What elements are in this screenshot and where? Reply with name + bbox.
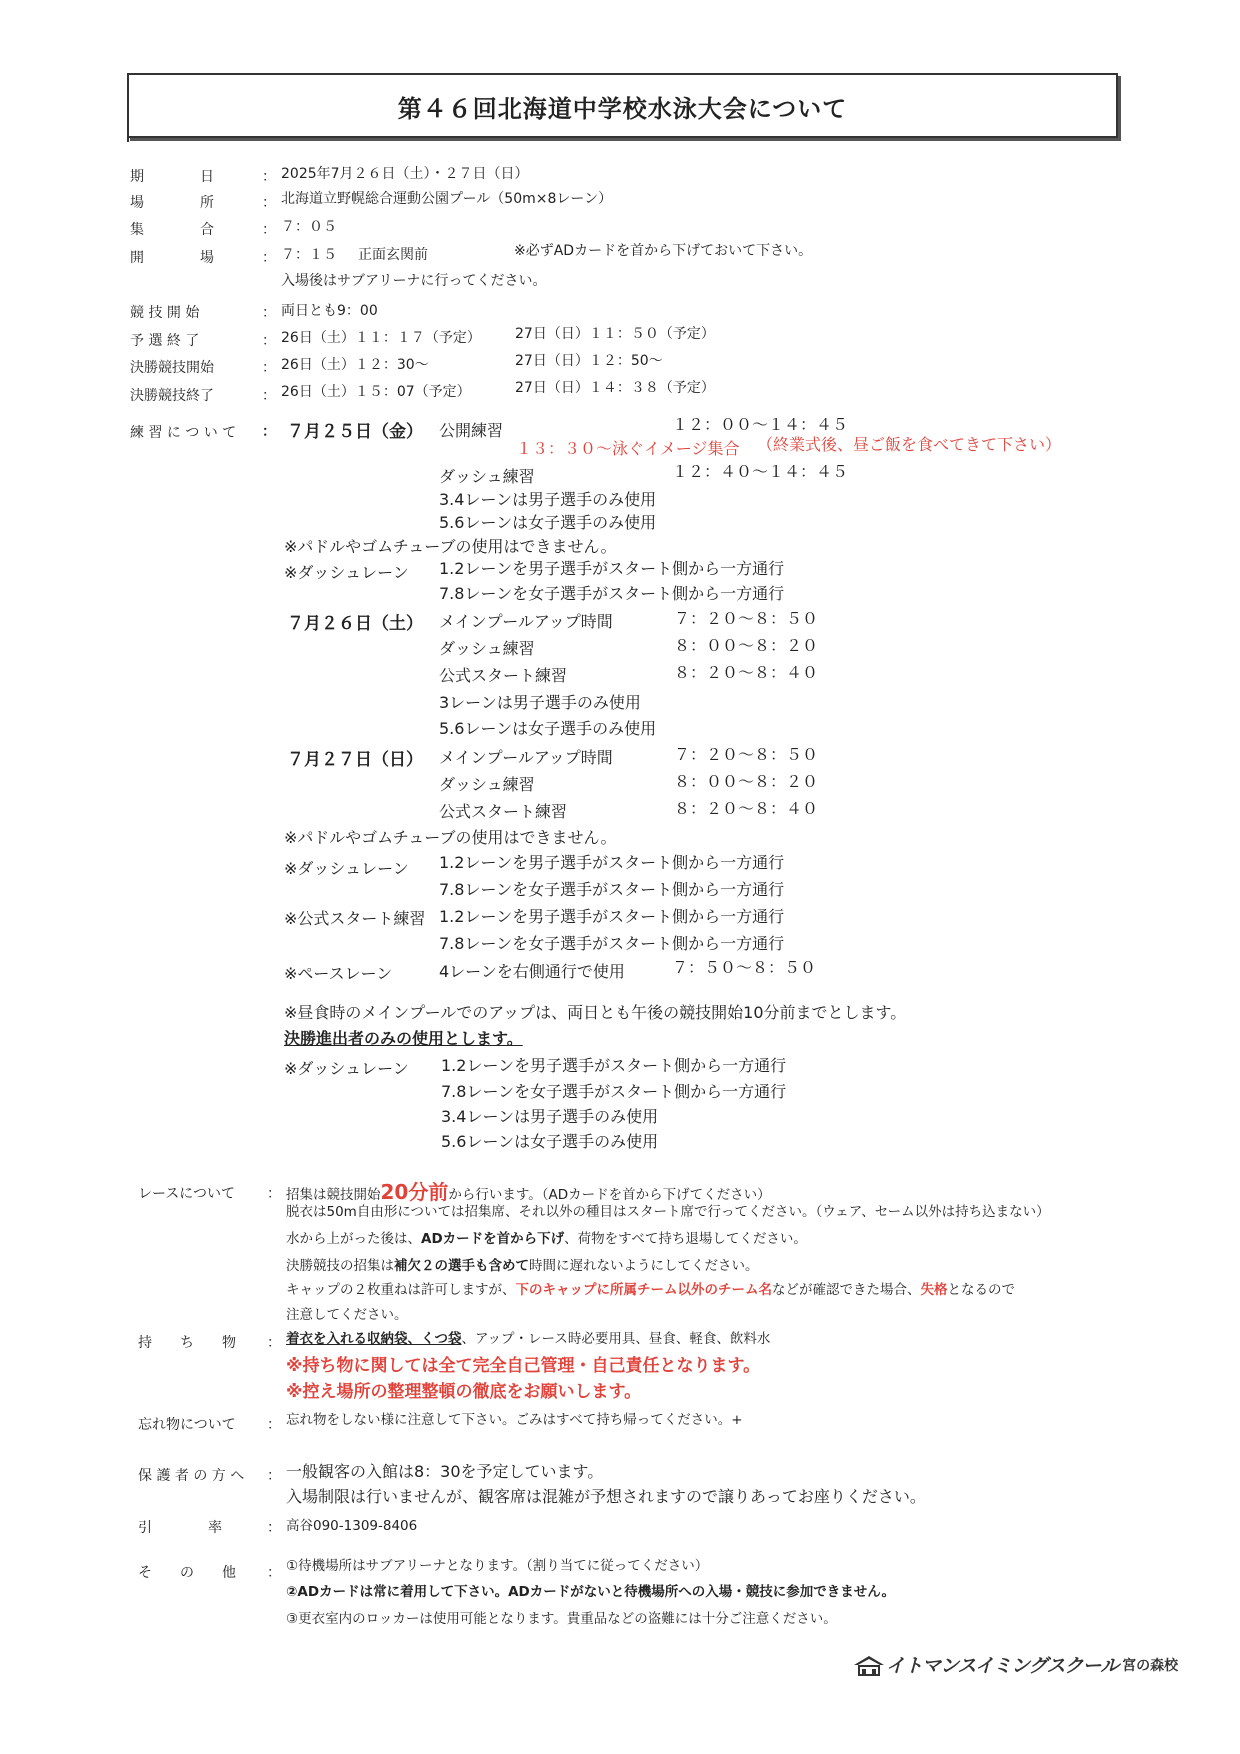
race-line-5a: キャップの２枚重ねは許可しますが、: [286, 1282, 516, 1298]
race-disqualify: 失格: [920, 1282, 948, 1298]
practice-27-time: ８：２０〜８：４０: [674, 799, 819, 818]
info-sep: ：: [262, 250, 276, 266]
practice-27-time: ８：００〜８：２０: [674, 772, 819, 791]
race-line-4a: 決勝競技の招集は: [286, 1258, 394, 1274]
info-value-date: 2025年7月２６日（土）・２７日（日）: [281, 166, 529, 182]
practice-dash-25-time: １２：４０〜１４：４５: [672, 462, 849, 481]
practice-lunch-lane-4: 5.6レーンは女子選手のみ使用: [441, 1132, 659, 1151]
practice-dash-lane-25-2: 7.8レーンを女子選手がスタート側から一方通行: [439, 584, 785, 603]
practice-26-time: ７：２０〜８：５０: [674, 609, 819, 628]
info-label-place: 場 所: [130, 195, 214, 211]
lost-sep: ：: [267, 1417, 281, 1433]
practice-label: 練 習 に つ い て: [130, 425, 237, 441]
info-sep: ：: [262, 305, 276, 321]
info-value-final-start-26: 26日（土）１２：30～: [281, 357, 429, 373]
info-value-place: 北海道立野幌総合運動公園プール（50m×8レーン）: [281, 191, 613, 207]
practice-dash-lane-25-1: 1.2レーンを男子選手がスタート側から一方通行: [439, 559, 785, 578]
race-line-4c: 時間に遅れないようにしてください。: [529, 1258, 759, 1274]
practice-dash-lane-25: ※ダッシュレーン: [284, 563, 409, 582]
belongings-bags: 着衣を入れる収納袋、くつ袋: [286, 1331, 462, 1347]
practice-lane3-26: 3レーンは男子選手のみ使用: [439, 693, 641, 712]
practice-27-item: ダッシュ練習: [439, 775, 535, 794]
info-label-start: 競 技 開 始: [130, 305, 200, 321]
lead-sep: ：: [267, 1520, 281, 1536]
practice-lane34-25: 3.4レーンは男子選手のみ使用: [439, 490, 657, 509]
info-label-gather: 集 合: [130, 222, 214, 238]
race-line-1a: 招集は競技開始: [286, 1187, 381, 1203]
info-value-prelim-end-26: 26日（土）１１：１７（予定）: [281, 330, 481, 346]
race-line-1c: から行います。（ADカードを首から下げてください）: [448, 1187, 771, 1203]
race-line-5e: となるので: [947, 1282, 1015, 1298]
practice-26-time: ８：００〜８：２０: [674, 636, 819, 655]
lead-text: 高谷090-1309-8406: [286, 1518, 418, 1534]
other-line-3: ③更衣室内のロッカーは使用可能となります。貴重品などの盗難には十分ご注意ください。: [286, 1611, 837, 1627]
race-line-5: [286, 1278, 1015, 1298]
practice-date-25: ７月２５日（金）: [287, 422, 423, 442]
practice-26-item: ダッシュ練習: [439, 639, 535, 658]
info-value-start: 両日とも9：00: [281, 303, 378, 319]
info-sep: ：: [262, 169, 276, 185]
practice-note-red-1: １３：３０〜泳ぐイメージ集合: [516, 439, 740, 458]
race-cap-warning: 下のキャップに所属チーム以外のチーム名: [515, 1282, 772, 1298]
parents-label: 保 護 者 の 方 へ: [138, 1468, 245, 1484]
practice-lane56-26: 5.6レーンは女子選手のみ使用: [439, 719, 657, 738]
practice-date-27: ７月２７日（日）: [287, 750, 423, 770]
race-line-3: [286, 1227, 807, 1247]
info-label-date: 期 日: [130, 169, 214, 185]
belongings-rest: 、アップ・レース時必要用具、昼食、軽食、飲料水: [461, 1331, 771, 1347]
info-open-note: ※必ずADカードを首から下げておいて下さい。: [514, 243, 813, 259]
practice-final-only: 決勝進出者のみの使用とします。: [284, 1029, 523, 1048]
info-value-gather: ７：０５: [281, 219, 337, 235]
practice-27-item: 公式スタート練習: [439, 802, 568, 821]
race-line-3a: 水から上がった後は、: [286, 1231, 421, 1247]
info-sep: ：: [262, 388, 276, 404]
practice-official-1: 1.2レーンを男子選手がスタート側から一方通行: [439, 907, 785, 926]
info-sep: ：: [262, 195, 276, 211]
practice-note-red-2: （終業式後、昼ご飯を食べてきて下さい）: [757, 435, 1062, 454]
race-line-4: [286, 1254, 759, 1274]
practice-date-26: ７月２６日（土）: [287, 614, 423, 634]
info-open-line2: 入場後はサブアリーナに行ってください。: [281, 273, 547, 289]
practice-paddle-note-25: ※パドルやゴムチューブの使用はできません。: [284, 537, 617, 556]
logo-house-icon: [852, 1653, 886, 1677]
info-value-final-end-27: 27日（日）１４：３８（予定）: [515, 380, 715, 396]
practice-sep: ：: [262, 424, 276, 440]
parents-sep: ：: [267, 1468, 281, 1484]
practice-lunch-note: ※昼食時のメインプールでのアップは、両日とも午後の競技開始10分前までとします。: [284, 1003, 907, 1022]
practice-dash-25: ダッシュ練習: [439, 467, 535, 486]
info-sep: ：: [262, 222, 276, 238]
info-value-final-end-26: 26日（土）１５：07（予定）: [281, 384, 471, 400]
other-label: そ の 他: [138, 1565, 236, 1581]
practice-pace-time: ７：５０〜８：５０: [672, 958, 817, 977]
practice-dash-2: 7.8レーンを女子選手がスタート側から一方通行: [439, 880, 785, 899]
info-label-prelim-end: 予 選 終 了: [130, 333, 200, 349]
practice-official-2: 7.8レーンを女子選手がスタート側から一方通行: [439, 934, 785, 953]
practice-lunch-lane-3: 3.4レーンは男子選手のみ使用: [441, 1107, 659, 1126]
info-open-location: 正面玄関前: [358, 247, 428, 263]
practice-26-item: 公式スタート練習: [439, 666, 568, 685]
practice-lunch-lane-2: 7.8レーンを女子選手がスタート側から一方通行: [441, 1082, 787, 1101]
parents-line-1: 一般観客の入館は8：30を予定しています。: [286, 1462, 604, 1481]
practice-27-item: メインプールアップ時間: [439, 748, 613, 767]
logo-name: イトマンスイミングスクール: [886, 1655, 1119, 1677]
title-tick: [127, 134, 129, 142]
title-box: [127, 73, 1118, 138]
info-label-open: 開 場: [130, 250, 214, 266]
info-sep: ：: [262, 360, 276, 376]
belongings-red-2: ※控え場所の整理整頓の徹底をお願いします。: [286, 1382, 642, 1402]
other-line-1: ①待機場所はサブアリーナとなります。（割り当てに従ってください）: [286, 1558, 709, 1574]
info-label-final-start: 決勝競技開始: [130, 360, 214, 376]
race-20min: 20分前: [380, 1180, 449, 1204]
practice-27-time: ７：２０〜８：５０: [674, 745, 819, 764]
practice-official-lane: ※公式スタート練習: [284, 909, 426, 928]
lead-label: 引 率: [138, 1520, 222, 1536]
school-logo: [852, 1651, 1178, 1678]
race-adcard: ADカードを首から下げ: [421, 1231, 565, 1247]
info-value-prelim-end-27: 27日（日）１１：５０（予定）: [515, 326, 715, 342]
practice-lunch-lane-1: 1.2レーンを男子選手がスタート側から一方通行: [441, 1056, 787, 1075]
practice-public-time: １２：００〜１４：４５: [672, 415, 849, 434]
belongings-sep: ：: [267, 1335, 281, 1351]
belongings-label: 持 ち 物: [138, 1335, 236, 1351]
race-reserve: 補欠２の選手も含めて: [394, 1258, 529, 1274]
practice-dash-1: 1.2レーンを男子選手がスタート側から一方通行: [439, 853, 785, 872]
race-label: レースについて: [138, 1186, 236, 1202]
lost-label: 忘れ物について: [138, 1417, 236, 1433]
other-sep: ：: [267, 1565, 281, 1581]
race-line-6: 注意してください。: [286, 1307, 408, 1323]
belongings-line: [286, 1327, 770, 1347]
parents-line-2: 入場制限は行いませんが、観客席は混雑が予想されますので譲りあってお座りください。: [286, 1487, 926, 1506]
info-value-open: ７：１５: [281, 247, 337, 263]
logo-branch: 宮の森校: [1122, 1657, 1179, 1674]
practice-paddle-note: ※パドルやゴムチューブの使用はできません。: [284, 828, 617, 847]
race-line-3c: 、荷物をすべて持ち退場してください。: [564, 1231, 807, 1247]
lost-text: 忘れ物をしない様に注意して下さい。ごみはすべて持ち帰ってください。+: [286, 1412, 743, 1428]
race-sep: ：: [267, 1186, 281, 1202]
practice-26-item: メインプールアップ時間: [439, 612, 613, 631]
practice-pace-desc: 4レーンを右側通行で使用: [439, 962, 625, 981]
practice-dash-lane-lunch: ※ダッシュレーン: [284, 1059, 409, 1078]
info-sep: ：: [262, 333, 276, 349]
race-line-5c: などが確認できた場合、: [772, 1282, 921, 1298]
info-label-final-end: 決勝競技終了: [130, 388, 214, 404]
page-title: 第４６回北海道中学校水泳大会について: [397, 95, 848, 123]
practice-lane56-25: 5.6レーンは女子選手のみ使用: [439, 513, 657, 532]
practice-public: 公開練習: [439, 421, 504, 440]
practice-26-time: ８：２０〜８：４０: [674, 663, 819, 682]
belongings-red-1: ※持ち物に関しては全て完全自己管理・自己責任となります。: [286, 1356, 761, 1376]
race-line-2: 脱衣は50m自由形については招集席、それ以外の種目はスタート席で行ってください。（ウェア、セーム以外は持ち込まない）: [286, 1204, 1050, 1220]
info-value-final-start-27: 27日（日）１２：50～: [515, 353, 663, 369]
other-line-2: ②ADカードは常に着用して下さい。ADカードがないと待機場所への入場・競技に参加できません。: [286, 1584, 896, 1600]
practice-pace-lane: ※ペースレーン: [284, 964, 393, 983]
practice-dash-lane: ※ダッシュレーン: [284, 859, 409, 878]
